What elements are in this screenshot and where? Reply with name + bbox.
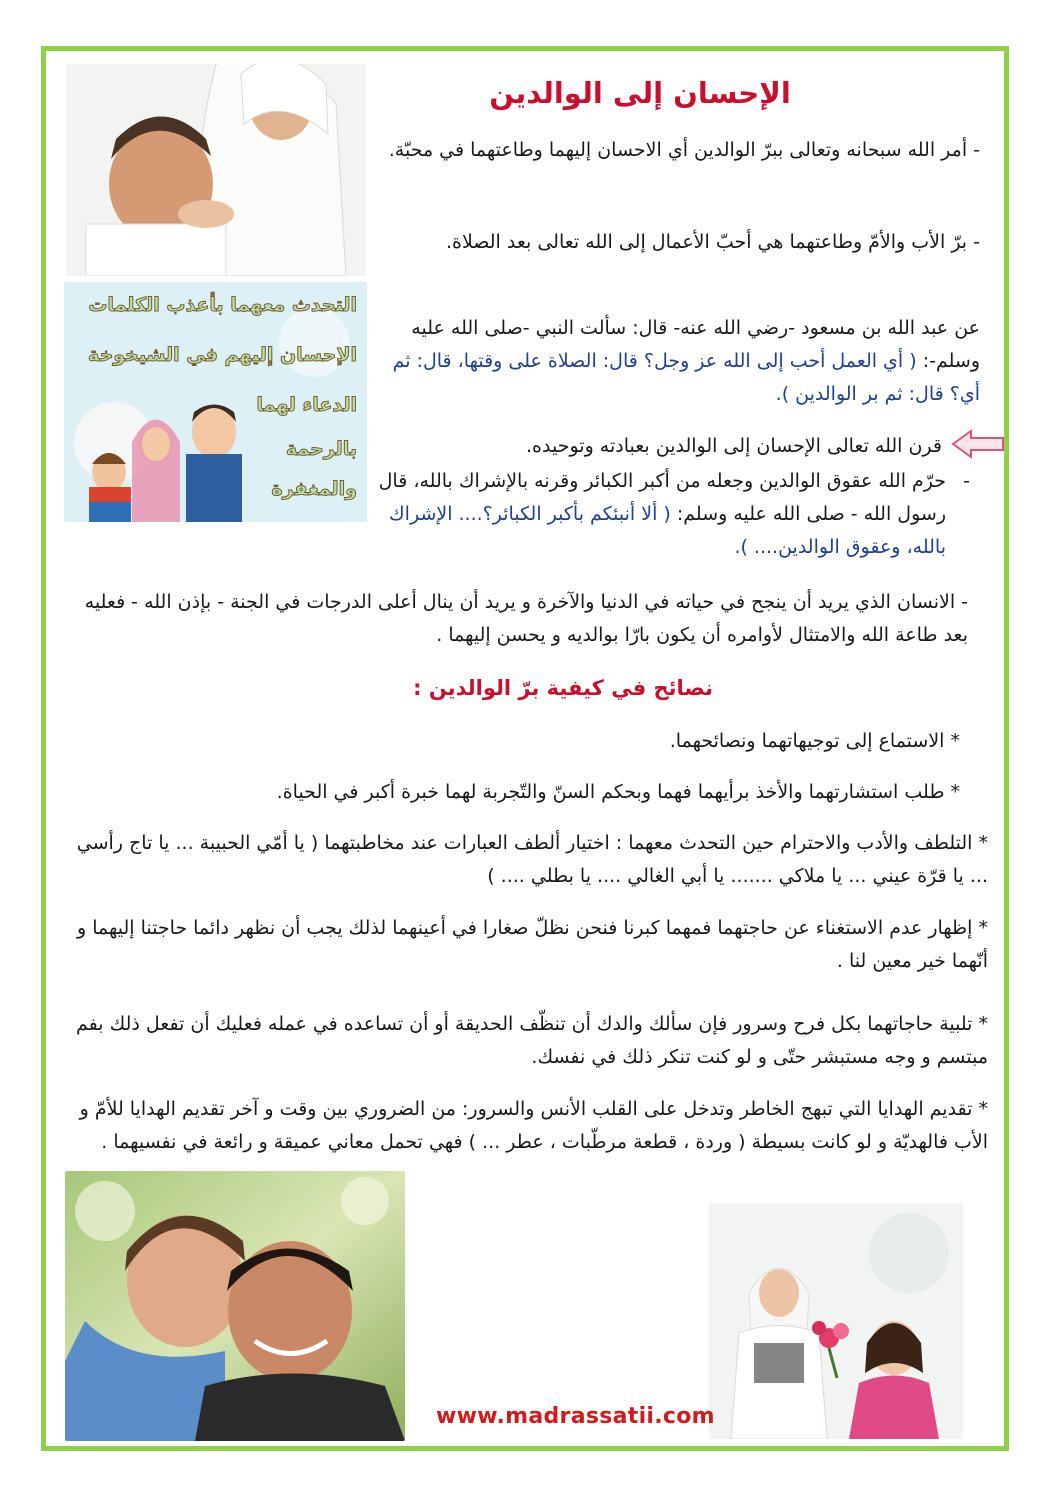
poster-family-cartoon bbox=[64, 282, 367, 522]
poster-line-2: الإحسان إليهم في الشيخوخة bbox=[88, 344, 357, 366]
hadith-lead: عن عبد الله بن مسعود -رضي الله عنه- قال: سألت النبي -صلى الله عليه وسلم-: bbox=[411, 317, 980, 372]
hadith-paragraph bbox=[370, 312, 980, 411]
photo-father-and-son bbox=[65, 1171, 405, 1441]
success-paragraph: - الانسان الذي يريد أن ينجح في حياته في الدنيا والآخرة و يريد أن ينال أعلى الدرجات في الجنة - بإذن الله - فعليه بعد طاعة الله والامتثال لأوامره أن يكون بارّا بوالديه و يحسن إليهما . bbox=[84, 591, 968, 646]
tip-6: * تقديم الهدايا التي تبهج الخاطر وتدخل على القلب الأنس والسرور: من الضروري بين وقت و آخر تقديم الهدايا للأمّ و الأب فالهديّة و لو كانت بسيطة ( وردة ، قطعة مرطّبات ، عطر ... ) فهي تحمل معاني عميقة و رائعة في نفسيهما . bbox=[79, 1098, 988, 1153]
tip-1: * الاستماع إلى توجيهاتهما ونصائحهما. bbox=[669, 730, 960, 752]
website-link[interactable]: www.madrassatii.com bbox=[436, 1404, 715, 1429]
tip-2: * طلب استشارتهما والأخذ برأيهما فهما وبحكم السنّ والتّجربة لهما خبرة أكبر في الحياة. bbox=[276, 781, 960, 803]
tip-5: * تلبية حاجاتهما بكل فرح وسرور فإن سألك والدك أن تنظّف الحديقة أو أن تساعده في عمله فعليك أن تفعل ذلك بفم مبتسم و وجه مستبشر حتّى و لو كنت تنكر ذلك في نفسك. bbox=[76, 1013, 988, 1068]
point-uquq-lead: حرّم الله عقوق الوالدين وجعله من أكبر الكبائر وقرنه بالإشراك بالله، قال رسول الله - صلى الله عليه وسلم: bbox=[378, 470, 946, 525]
page-title: الإحسان إلى الوالدين bbox=[489, 76, 791, 110]
intro-paragraph-1: - أمر الله سبحانه وتعالى ببرّ الوالدين أي الاحسان إليهما وطاعتهما في محبّة. bbox=[388, 139, 980, 161]
intro-paragraph-2: - برّ الأب والأمّ وطاعتهما هي أحبّ الأعمال إلى الله تعالى بعد الصلاة. bbox=[445, 231, 980, 253]
point-uquq-dash: - bbox=[963, 470, 970, 492]
tips-title: نصائح في كيفية برّ الوالدين : bbox=[413, 676, 713, 700]
photo-son-kissing-mother-hand bbox=[66, 64, 366, 276]
poster-line-5: والمغفرة bbox=[271, 478, 357, 500]
hadith-quote: ( أي العمل أحب إلى الله عز وجل؟ قال: الصلاة على وقتها، قال: ثم أي؟ قال: ثم بر الوالدين ). bbox=[392, 350, 980, 405]
poster-line-3: الدعاء لهما bbox=[256, 394, 357, 416]
photo-mother-and-daughter bbox=[709, 1203, 963, 1439]
point-uquq bbox=[346, 465, 946, 564]
arrow-left-icon bbox=[951, 428, 1005, 460]
poster-line-1: التحدث معهما بأعذب الكلمات bbox=[88, 294, 357, 316]
point-tawhid: قرن الله تعالى الإحسان إلى الوالدين بعبادته وتوحيده. bbox=[526, 435, 942, 457]
poster-line-4: بالرحمة bbox=[285, 438, 357, 460]
tip-4: * إظهار عدم الاستغناء عن حاجتهما فمهما كبرنا فنحن نظلّ صغارا في أعينهما لذلك يجب أن نظهر دائما حاجتنا إليهما و أنّهما خير معين لنا . bbox=[76, 917, 988, 972]
tip-3: * التلطف والأدب والاحترام حين التحدث معهما : اختيار ألطف العبارات عند مخاطبتهما ( يا أمّي الحبيبة ... يا تاج رأسي ... يا قرّة عيني ... يا ملاكي ....... يا أبي الغالي .... يا بطلي .... ) bbox=[76, 832, 988, 887]
point-uquq-quote: ( ألا أنبئكم بأكبر الكبائر؟.... الإشراك بالله، وعقوق الوالدين.... ). bbox=[389, 503, 946, 558]
